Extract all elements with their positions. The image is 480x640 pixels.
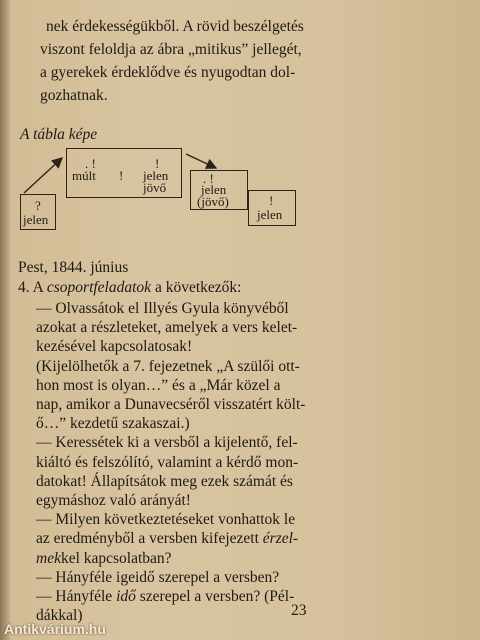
task-line-text: az eredményből a versben kifejezett [36,530,263,548]
paragraph-line: gozhatnak. [40,87,108,104]
arrow-up-right [24,158,62,193]
task-line-text: kel kapcsolatban? [60,549,172,567]
task-line: — Milyen következtetéseket vonhattok le [36,511,296,529]
task-line: — Olvassátok el Illyés Gyula könyvéből [36,300,289,317]
box-label: múlt [72,168,96,183]
task-line: — Keressétek ki a versből a kijelentő, fel- [36,434,298,452]
task-intro-text: A [32,279,47,296]
box-mark: . ! [203,171,214,186]
page-number: 23 [291,602,307,619]
task-line-italic: érzel- [262,530,299,548]
question-mark: ? [35,198,41,213]
diagram-box-present-future [190,170,248,210]
task-intro-text: a következők: [151,279,242,296]
task-line [36,530,298,548]
task-number: 4. [18,279,30,296]
task-line-text: szerepel a versben? (Pél- [135,588,295,605]
diagram-box-present [20,194,56,230]
task-line [36,550,172,568]
paragraph-line: viszont feloldja az ábra „mitikus” jellegét, [40,41,302,58]
task-line: azokat a részleteket, amelyek a vers kelet- [36,319,298,337]
box-label: jelen [257,207,283,222]
date-line: Pest, 1844. június [18,259,129,276]
box-mark: ! [119,168,124,183]
arrow-down-right [186,154,216,168]
watermark: Antikvárium.hu [4,621,106,637]
paragraph-line: a gyerekek érdeklődve és nyugodtan dol- [40,64,296,81]
task-line: datokat! Állapítsátok meg ezek számát és [36,472,293,490]
diagram-box-past-present-future [66,148,182,198]
task-line [36,588,294,606]
task-line: egymáshoz való arányát! [36,492,191,509]
diagram-box-present-only [248,190,296,226]
task-intro-italic: csoportfeladatok [46,279,152,296]
box-label: (jövő) [197,194,229,209]
task-line: — Hányféle igeidő szerepel a versben? [36,568,280,586]
box-mark: ! [269,193,274,208]
task-line: (Kijelölhetők a 7. fejezetnek „A szülői ott- [36,357,300,375]
task-line-text: — Hányféle [36,588,117,605]
task-line: nap, amikor a Dunavecséről visszatért költ- [36,396,306,413]
task-intro [18,279,241,297]
box-label: jelen [23,212,49,227]
box-label: jövő [143,180,167,195]
paragraph-line: nek érdekességükből. A rövid beszélgetés [46,18,304,35]
task-line-italic: idő [116,588,136,605]
task-line: ő…” kezdetű szakaszai.) [36,415,190,433]
task-line-italic: mek [36,549,61,567]
task-line: kezésével kapcsolatosak! [36,338,193,356]
board-heading: A tábla képe [20,126,98,143]
task-line: hon most is olyan…” és a „Már közel a [36,376,281,394]
box-mark: . ! [85,156,96,171]
box-mark: ! [155,156,160,171]
box-label: jelen [143,168,169,183]
task-line: kiáltó és felszólító, valamint a kérdő mon- [36,453,299,471]
task-line: dákkal) [36,607,83,625]
box-label: jelen [201,182,227,197]
